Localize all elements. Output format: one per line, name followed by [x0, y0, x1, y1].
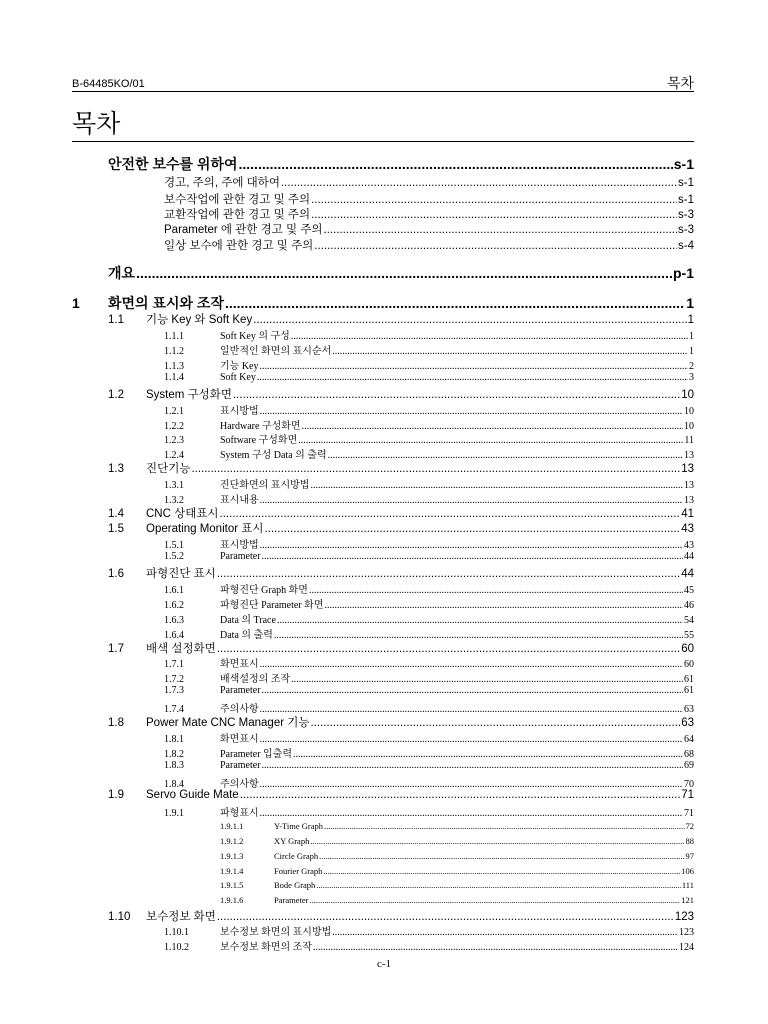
dot-leader: [257, 372, 688, 383]
toc-entry-page: 60: [684, 659, 694, 670]
toc-entry-number: 1.1.1: [164, 331, 184, 342]
dot-leader: [293, 749, 683, 760]
toc-entry-number: 1: [72, 295, 80, 311]
toc-entry-page: 1: [687, 314, 694, 326]
toc-entry-number: 1.9.1.5: [220, 880, 244, 890]
toc-entry[interactable]: [72, 836, 694, 846]
toc-entry-title: Parameter 에 관한 경고 및 주의: [164, 224, 323, 236]
toc-entry-title: System 구성화면: [146, 389, 232, 401]
toc-entry-number: 1.7.3: [164, 685, 184, 696]
toc-entry-title: 진단화면의 표시방법: [220, 480, 310, 491]
toc-entry-page: 13: [684, 480, 694, 491]
toc-entry-page: 10: [684, 421, 694, 432]
toc-entry-number: 1.6: [108, 568, 124, 580]
toc-entry-number: 1.10: [108, 911, 131, 923]
toc-entry-title: 표시방법: [220, 406, 259, 417]
toc-entry[interactable]: [72, 685, 694, 696]
toc-entry-number: 1.1.2: [164, 346, 184, 357]
toc-entry[interactable]: [72, 191, 694, 207]
dot-leader: [262, 760, 683, 771]
toc-entry-page: 1: [689, 331, 694, 342]
toc-entry[interactable]: [72, 476, 694, 491]
toc-entry-title: System 구성 Data 의 출력: [220, 450, 327, 461]
toc-entry-page: s-1: [678, 177, 694, 189]
toc-entry-page: s-4: [678, 240, 694, 252]
dot-leader: [332, 927, 678, 938]
document-code: B-64485KO/01: [72, 78, 145, 90]
toc-entry-title: Parameter 입출력: [220, 749, 293, 760]
toc-entry-page: 2: [689, 361, 694, 372]
dot-leader: [233, 389, 680, 401]
toc-entry-title: 배색 설정화면: [146, 643, 216, 655]
dot-leader: [262, 685, 683, 696]
header-rule: [72, 91, 694, 92]
toc-entry[interactable]: [72, 880, 694, 890]
dot-leader: [332, 346, 688, 357]
toc-entry-title: 일상 보수에 관한 경고 및 주의: [164, 240, 314, 252]
toc-entry-title: 기능 Key: [220, 361, 259, 372]
toc-entry-page: s-1: [673, 156, 694, 172]
toc-entry-page: 97: [685, 851, 694, 861]
toc-entry-number: 1.7.2: [164, 674, 184, 685]
dot-leader: [217, 911, 674, 923]
toc-entry-number: 1.6.1: [164, 585, 184, 596]
toc-entry-page: 106: [681, 866, 694, 876]
toc-entry-title: Circle Graph: [274, 851, 319, 861]
toc-entry[interactable]: [72, 760, 694, 771]
toc-entry-page: 111: [681, 880, 694, 890]
toc-entry-page: s-1: [678, 194, 694, 206]
dot-leader: [260, 406, 683, 417]
toc-entry[interactable]: [72, 745, 694, 760]
toc-entry[interactable]: [72, 866, 694, 876]
toc-entry-page: 64: [684, 734, 694, 745]
toc-entry-page: 11: [684, 435, 694, 446]
toc-entry[interactable]: [72, 804, 694, 819]
toc-entry-title: 경고, 주의, 주에 대하여: [164, 177, 280, 189]
toc-entry-page: 88: [685, 836, 694, 846]
toc-entry-number: 1.9.1: [164, 808, 184, 819]
dot-leader: [260, 808, 683, 819]
toc-entry-title: XY Graph: [274, 836, 310, 846]
toc-entry-number: 1.3: [108, 463, 124, 475]
dot-leader: [316, 880, 681, 890]
toc-entry-page: 123: [674, 911, 694, 923]
toc-entry[interactable]: [72, 206, 694, 222]
dot-leader: [309, 895, 680, 905]
toc-entry-title: Fourier Graph: [274, 866, 323, 876]
toc-entry[interactable]: [72, 895, 694, 905]
dot-leader: [314, 240, 677, 252]
toc-entry-title: Parameter: [220, 685, 261, 696]
toc-entry-title: CNC 상태표시: [146, 508, 219, 520]
toc-entry-title: 안전한 보수를 위하여: [108, 156, 238, 172]
dot-leader: [313, 942, 678, 953]
toc-entry-page: 70: [684, 779, 694, 790]
toc-entry-number: 1.2.1: [164, 406, 184, 417]
toc-entry-page: 44: [684, 551, 694, 562]
toc-entry-page: p-1: [673, 265, 694, 281]
dot-leader: [311, 194, 677, 206]
toc-entry-number: 1.2: [108, 389, 124, 401]
toc-entry-page: 72: [685, 821, 694, 831]
toc-entry[interactable]: [72, 923, 694, 938]
toc-entry-title: Parameter: [220, 551, 261, 562]
toc-entry-number: 1.5.1: [164, 540, 184, 551]
page-title: 목차: [72, 109, 121, 138]
toc-entry-page: 1: [689, 346, 694, 357]
toc-entry-page: 10: [681, 389, 694, 401]
toc-entry-title: 진단기능: [146, 463, 191, 475]
toc-entry[interactable]: [72, 402, 694, 417]
toc-entry[interactable]: [72, 640, 694, 656]
toc-entry-title: 보수정보 화면의 조작: [220, 942, 312, 953]
toc-entry-page: 61: [684, 685, 694, 696]
toc-entry[interactable]: [72, 655, 694, 670]
toc-entry-page: 13: [681, 463, 694, 475]
toc-entry-title: 기능 Key 와 Soft Key: [146, 314, 253, 326]
toc-entry-number: 1.5.2: [164, 551, 184, 562]
toc-entry-title: Servo Guide Mate: [146, 789, 239, 801]
toc-entry[interactable]: [72, 789, 694, 801]
toc-entry-number: 1.6.2: [164, 600, 184, 611]
dot-leader: [319, 851, 684, 861]
dot-leader: [324, 224, 677, 236]
toc-entry[interactable]: [72, 596, 694, 611]
toc-entry[interactable]: [72, 700, 694, 715]
toc-entry[interactable]: [72, 293, 694, 313]
toc-entry-page: 63: [684, 704, 694, 715]
toc-entry-page: 63: [681, 717, 694, 729]
toc-entry-page: 124: [679, 942, 694, 953]
toc-entry-number: 1.10.2: [164, 942, 189, 953]
toc-entry-number: 1.8.3: [164, 760, 184, 771]
dot-leader: [309, 585, 683, 596]
toc-entry[interactable]: [72, 154, 694, 174]
toc-entry-page: 69: [684, 760, 694, 771]
dot-leader: [220, 508, 681, 520]
toc-entry[interactable]: [72, 460, 694, 476]
toc-entry-title: Software 구성화면: [220, 435, 298, 446]
toc-entry-page: 46: [684, 600, 694, 611]
toc-entry[interactable]: [72, 565, 694, 581]
dot-leader: [298, 435, 683, 446]
toc-entry-title: 표시방법: [220, 540, 259, 551]
toc-entry[interactable]: [72, 505, 694, 521]
dot-leader: [310, 717, 680, 729]
toc-entry-number: 1.6.4: [164, 630, 184, 641]
toc-entry-number: 1.3.1: [164, 480, 184, 491]
toc-entry[interactable]: [72, 174, 694, 190]
toc-entry-title: Data 의 Trace: [220, 615, 276, 626]
toc-entry-title: Hardware 구성화면: [220, 421, 301, 432]
toc-entry-page: 10: [684, 406, 694, 417]
toc-entry[interactable]: [72, 670, 694, 685]
header-section-title: 목차: [666, 76, 694, 92]
toc-entry-number: 1.2.3: [164, 435, 184, 446]
dot-leader: [311, 209, 677, 221]
toc-entry[interactable]: [72, 775, 694, 790]
toc-entry-number: 1.9.1.6: [220, 895, 244, 905]
toc-entry[interactable]: [72, 417, 694, 432]
dot-leader: [217, 568, 680, 580]
toc-entry[interactable]: [72, 938, 694, 953]
dot-leader: [191, 463, 680, 475]
toc-entry-number: 1.8: [108, 717, 124, 729]
dot-leader: [262, 551, 683, 562]
toc-entry[interactable]: [72, 551, 694, 562]
toc-entry-title: 파형진단 Graph 화면: [220, 585, 308, 596]
toc-entry-page: 41: [681, 508, 694, 520]
toc-entry-page: 71: [681, 789, 694, 801]
toc-entry-title: Parameter: [274, 895, 309, 905]
toc-entry[interactable]: [72, 714, 694, 730]
toc-entry-title: Soft Key 의 구성: [220, 331, 290, 342]
toc-entry[interactable]: [72, 491, 694, 506]
toc-entry-number: 1.10.1: [164, 927, 189, 938]
toc-entry[interactable]: [72, 611, 694, 626]
toc-entry-title: 파형진단 표시: [146, 568, 216, 580]
toc-entry-number: 1.7: [108, 643, 124, 655]
toc-entry-page: 13: [684, 450, 694, 461]
toc-entry-title: Soft Key: [220, 372, 256, 383]
toc-entry-page: 68: [684, 749, 694, 760]
toc-entry-number: 1.6.3: [164, 615, 184, 626]
dot-leader: [310, 836, 684, 846]
toc-entry-title: Power Mate CNC Manager 기능: [146, 717, 310, 729]
toc-entry[interactable]: [72, 372, 694, 383]
dot-leader: [136, 265, 672, 281]
toc-entry-number: 1.8.2: [164, 749, 184, 760]
toc-entry-title: 배색설정의 조작: [220, 674, 291, 685]
dot-leader: [325, 600, 684, 611]
toc-entry-page: 43: [681, 523, 694, 535]
toc-entry-page: 3: [689, 372, 694, 383]
toc-entry-title: 파형표시: [220, 808, 259, 819]
toc-entry[interactable]: [72, 581, 694, 596]
dot-leader: [260, 540, 683, 551]
dot-leader: [281, 177, 677, 189]
toc-entry[interactable]: [72, 908, 694, 924]
dot-leader: [260, 659, 683, 670]
toc-entry-number: 1.9.1.3: [220, 851, 244, 861]
toc-entry-number: 1.9.1.1: [220, 821, 244, 831]
toc-entry-title: 주의사항: [220, 704, 259, 715]
toc-entry-page: 45: [684, 585, 694, 596]
toc-entry-number: 1.1.4: [164, 372, 184, 383]
toc-entry[interactable]: [72, 327, 694, 342]
toc-entry-number: 1.3.2: [164, 495, 184, 506]
dot-leader: [324, 821, 684, 831]
toc-entry-page: 54: [684, 615, 694, 626]
toc-entry-title: 일반적인 화면의 표시순서: [220, 346, 332, 357]
dot-leader: [310, 480, 683, 491]
toc-entry[interactable]: [72, 730, 694, 745]
toc-entry-number: 1.2.2: [164, 421, 184, 432]
toc-entry-title: 파형진단 Parameter 화면: [220, 600, 324, 611]
toc-entry[interactable]: [72, 342, 694, 357]
toc-entry-title: Bode Graph: [274, 880, 316, 890]
dot-leader: [277, 615, 683, 626]
toc-entry-number: 1.9: [108, 789, 124, 801]
toc-entry-title: 화면표시: [220, 659, 259, 670]
dot-leader: [253, 314, 686, 326]
dot-leader: [264, 523, 680, 535]
toc-entry-title: 표시내용: [220, 495, 259, 506]
toc-entry-page: 13: [684, 495, 694, 506]
toc-entry-number: 1.4: [108, 508, 124, 520]
dot-leader: [240, 789, 681, 801]
dot-leader: [260, 734, 683, 745]
toc-entry-page: 71: [684, 808, 694, 819]
toc-entry-number: 1.7.1: [164, 659, 184, 670]
toc-entry-title: 교환작업에 관한 경고 및 주의: [164, 209, 311, 221]
dot-leader: [217, 643, 680, 655]
toc-entry-number: 1.9.1.4: [220, 866, 244, 876]
toc-entry-page: s-3: [678, 224, 694, 236]
toc-entry[interactable]: [72, 431, 694, 446]
dot-leader: [225, 295, 685, 311]
toc-entry[interactable]: [72, 311, 694, 327]
toc-entry-number: 1.9.1.2: [220, 836, 244, 846]
toc-entry-title: 개요: [108, 265, 136, 281]
toc-entry-title: Operating Monitor 표시: [146, 523, 264, 535]
toc-entry[interactable]: [72, 386, 694, 402]
toc-entry[interactable]: [72, 237, 694, 253]
toc-entry[interactable]: [72, 821, 694, 831]
page-number: c-1: [376, 958, 392, 970]
toc-entry[interactable]: [72, 520, 694, 536]
toc-entry-number: 1.8.4: [164, 779, 184, 790]
toc-entry-page: 123: [679, 927, 694, 938]
toc-entry-page: 44: [681, 568, 694, 580]
toc-entry-page: s-3: [678, 209, 694, 221]
toc-entry-title: 화면의 표시와 조작: [108, 295, 224, 311]
toc-entry-number: 1.2.4: [164, 450, 184, 461]
toc-entry-number: 1.7.4: [164, 704, 184, 715]
dot-leader: [239, 156, 673, 172]
toc-entry-title: 화면표시: [220, 734, 259, 745]
toc-entry[interactable]: [72, 263, 694, 283]
toc-entry-page: 1: [686, 295, 694, 311]
toc-entry[interactable]: [72, 446, 694, 461]
toc-entry-number: 1.8.1: [164, 734, 184, 745]
toc-entry-title: Parameter: [220, 760, 261, 771]
toc-entry-title: 보수작업에 관한 경고 및 주의: [164, 194, 311, 206]
toc-entry-page: 121: [681, 895, 694, 905]
toc-entry[interactable]: [72, 536, 694, 551]
toc-entry-page: 55: [684, 630, 694, 641]
dot-leader: [259, 361, 688, 372]
toc-entry-number: 1.1: [108, 314, 124, 326]
toc-entry-title: 보수정보 화면의 표시방법: [220, 927, 332, 938]
toc-entry-page: 60: [681, 643, 694, 655]
toc-entry-title: 보수정보 화면: [146, 911, 216, 923]
toc-entry-title: Y-Time Graph: [274, 821, 324, 831]
toc-entry-title: Data 의 출력: [220, 630, 273, 641]
toc-entry[interactable]: [72, 357, 694, 372]
toc-entry-number: 1.1.3: [164, 361, 184, 372]
dot-leader: [323, 866, 680, 876]
dot-leader: [291, 331, 688, 342]
toc-entry-page: 61: [684, 674, 694, 685]
toc-entry[interactable]: [72, 221, 694, 237]
toc-entry-number: 1.5: [108, 523, 124, 535]
toc-entry[interactable]: [72, 626, 694, 641]
toc-entry-title: 주의사항: [220, 779, 259, 790]
dot-leader: [291, 674, 683, 685]
toc-entry[interactable]: [72, 851, 694, 861]
title-rule: [72, 141, 694, 142]
toc-entry-page: 43: [684, 540, 694, 551]
